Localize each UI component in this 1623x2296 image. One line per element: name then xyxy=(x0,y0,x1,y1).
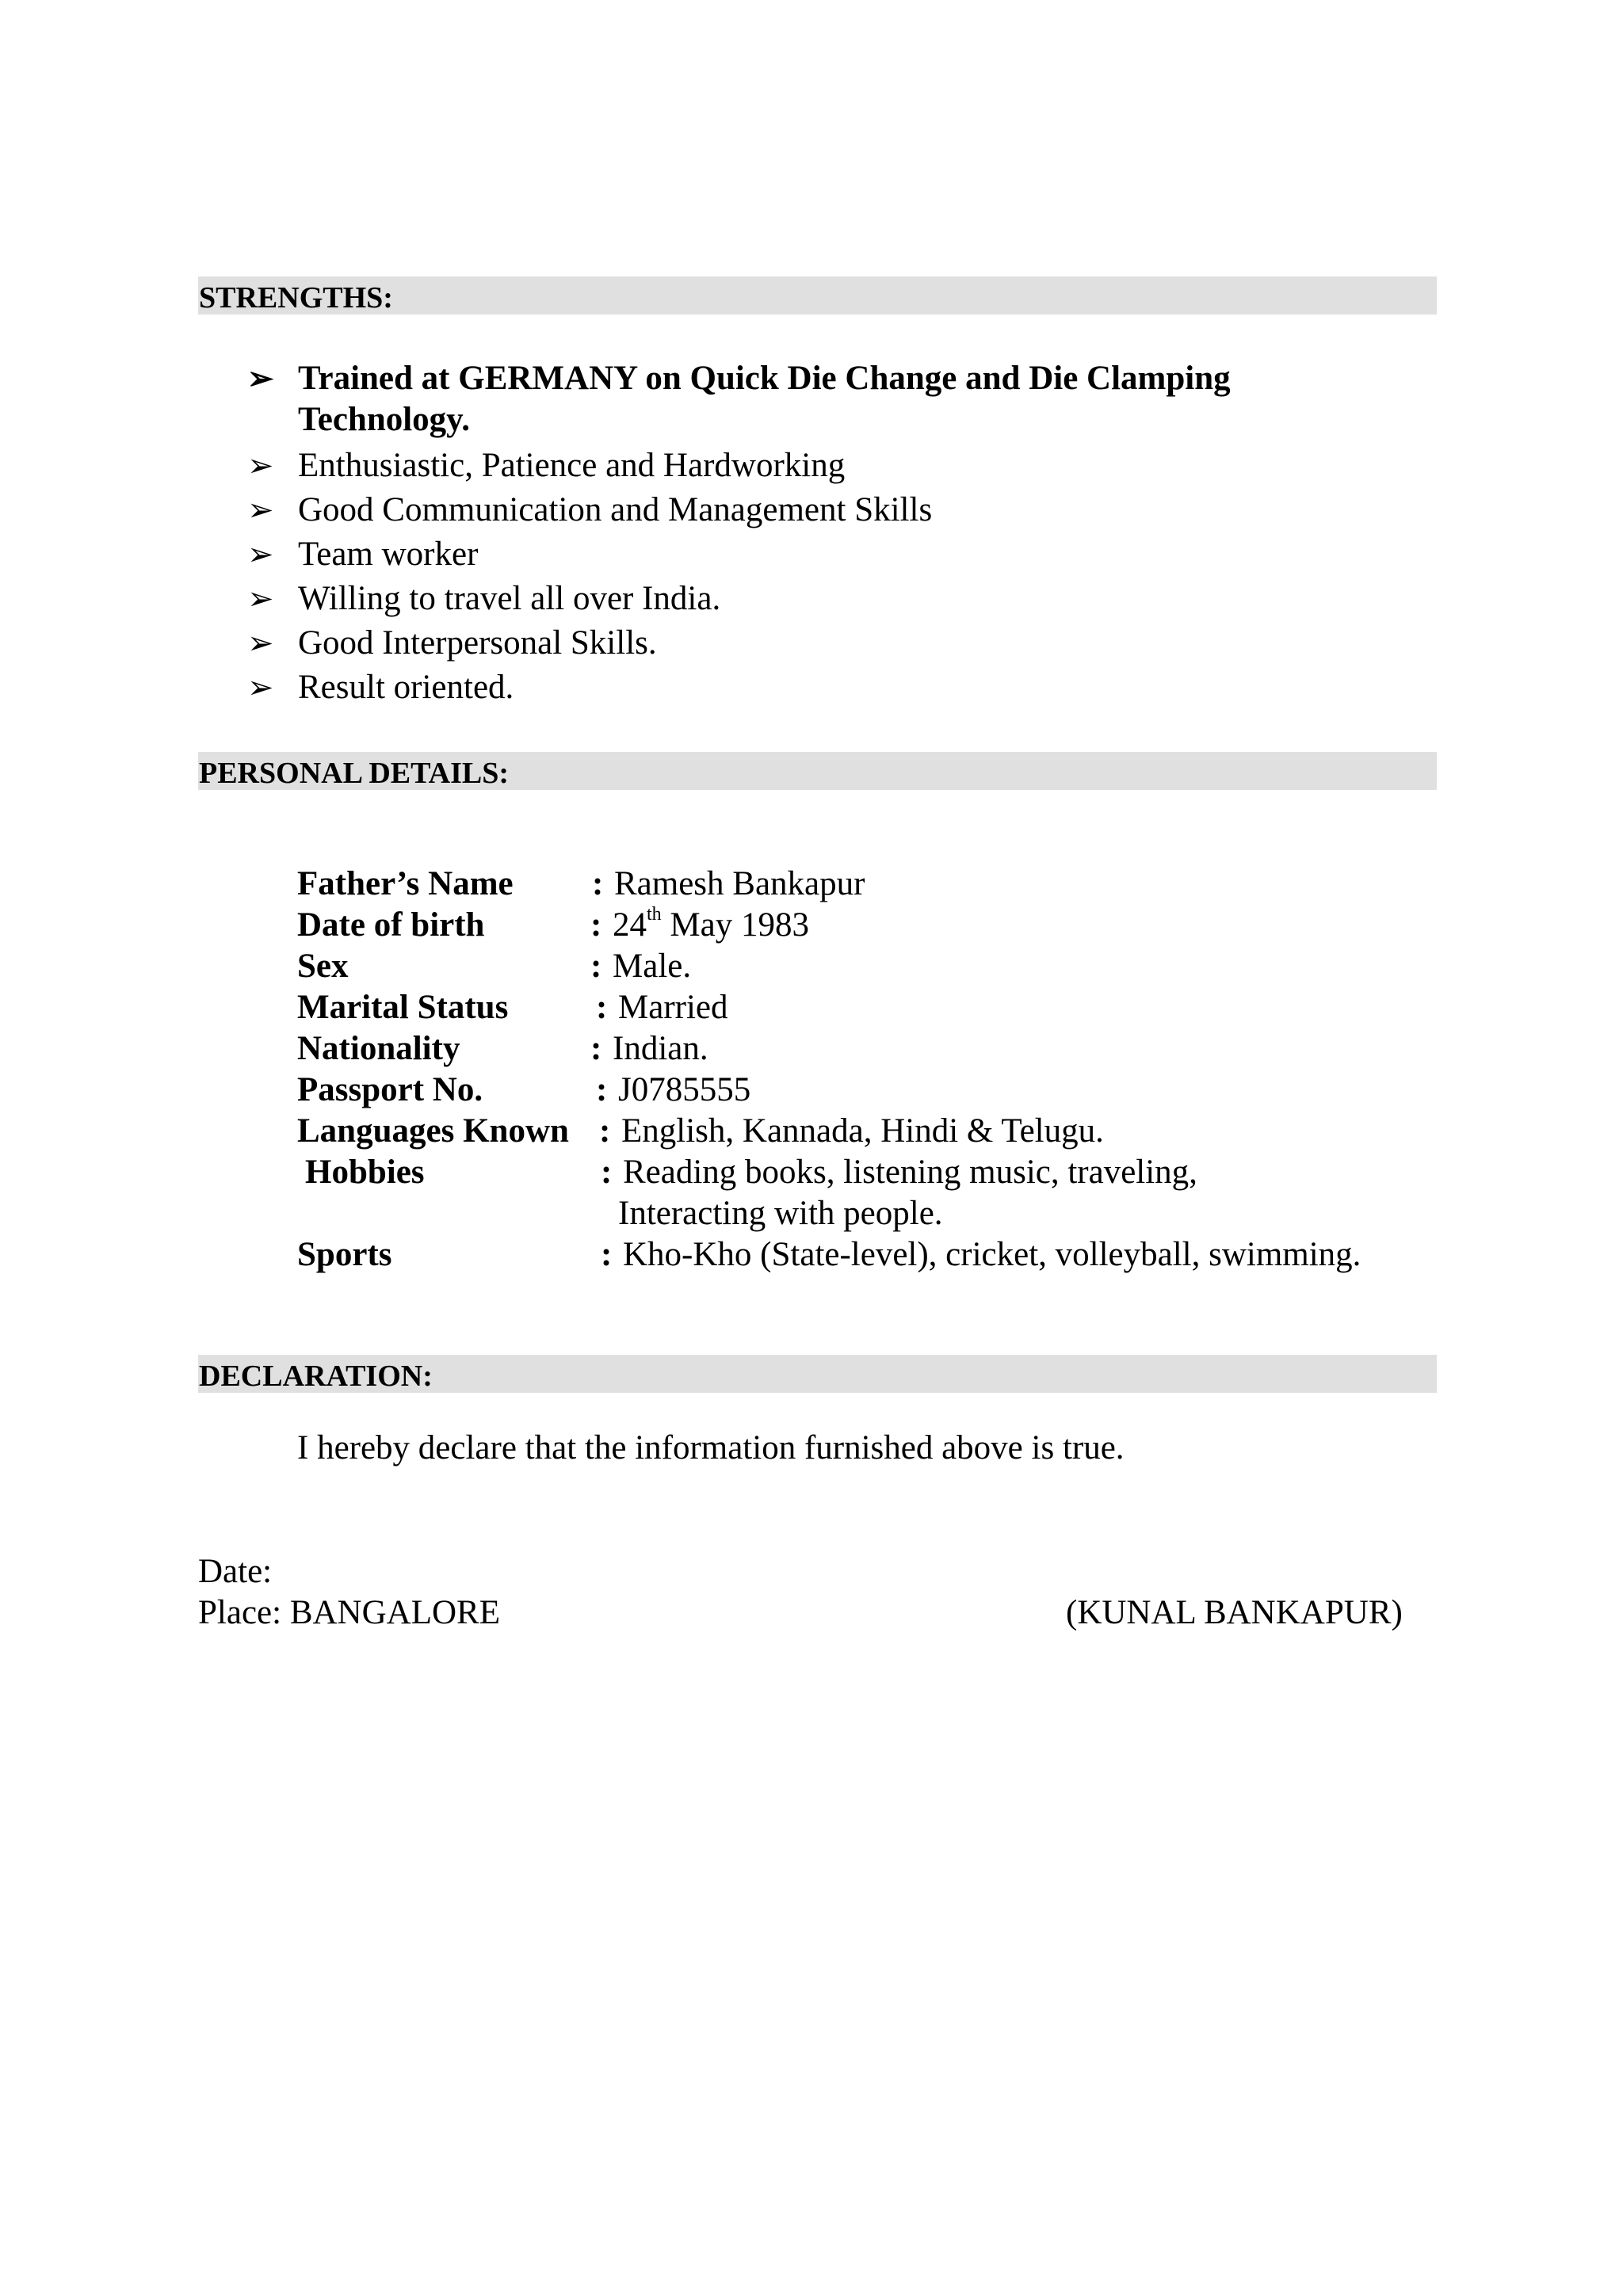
arrow-bullet-icon: ➢ xyxy=(247,669,274,705)
arrow-bullet-icon: ➢ xyxy=(247,448,274,483)
place-line xyxy=(198,1592,500,1634)
strength-text: Willing to travel all over India. xyxy=(298,580,721,617)
list-item xyxy=(247,358,1357,441)
detail-colon: : xyxy=(596,1071,608,1108)
detail-label: Marital Status xyxy=(297,989,509,1026)
place-value: BANGALORE xyxy=(289,1594,500,1631)
detail-value: Indian. xyxy=(613,1030,708,1067)
declaration-text: I hereby declare that the information furnished above is true. xyxy=(297,1429,1125,1466)
detail-value: Ramesh Bankapur xyxy=(614,865,865,902)
detail-value: Married xyxy=(618,989,728,1026)
strength-text: Team worker xyxy=(298,536,479,573)
detail-label: Passport No. xyxy=(297,1071,483,1108)
strength-text: Trained at GERMANY on Quick Die Change and Die Clamping Technology. xyxy=(298,360,1231,438)
list-item xyxy=(247,577,1357,621)
arrow-bullet-icon: ➢ xyxy=(247,536,274,572)
detail-value: Reading books, listening music, traveling, xyxy=(623,1154,1197,1191)
strengths-heading: STRENGTHS: xyxy=(198,277,1437,315)
detail-colon: : xyxy=(601,1154,613,1191)
strengths-list xyxy=(247,358,1357,710)
arrow-bullet-icon: ➢ xyxy=(247,492,274,528)
strength-text: Result oriented. xyxy=(298,669,514,706)
detail-value xyxy=(613,905,809,946)
arrow-bullet-icon: ➢ xyxy=(247,581,274,616)
list-item xyxy=(247,444,1357,488)
detail-value: Male. xyxy=(613,948,692,985)
detail-colon: : xyxy=(601,1236,613,1273)
dob-rest: May 1983 xyxy=(661,906,809,944)
detail-colon: : xyxy=(596,989,608,1026)
list-item xyxy=(247,532,1357,577)
dob-suffix: th xyxy=(647,904,662,925)
list-item xyxy=(247,621,1357,666)
detail-label: Languages Known xyxy=(297,1112,569,1150)
personal-details-heading: PERSONAL DETAILS: xyxy=(198,752,1437,790)
detail-label: Father’s Name xyxy=(297,865,514,902)
dob-day: 24 xyxy=(613,906,647,944)
detail-value: Kho-Kho (State-level), cricket, volleyball, swimming. xyxy=(623,1236,1361,1273)
detail-colon: : xyxy=(590,948,602,985)
date-label: Date: xyxy=(198,1553,273,1590)
declaration-heading: DECLARATION: xyxy=(198,1355,1437,1393)
arrow-bullet-icon: ➢ xyxy=(247,625,274,661)
detail-label: Sports xyxy=(297,1236,392,1273)
detail-colon: : xyxy=(590,1030,602,1067)
place-label: Place: xyxy=(198,1594,282,1631)
list-item xyxy=(247,488,1357,532)
detail-label: Hobbies xyxy=(305,1154,425,1191)
detail-label: Date of birth xyxy=(297,906,485,944)
detail-colon: : xyxy=(592,865,604,902)
detail-value: Interacting with people. xyxy=(618,1195,943,1232)
strength-text: Good Interpersonal Skills. xyxy=(298,624,657,662)
detail-label: Nationality xyxy=(297,1030,460,1067)
detail-colon: : xyxy=(599,1112,611,1150)
signature-name: (KUNAL BANKAPUR) xyxy=(1066,1594,1403,1631)
strength-text: Enthusiastic, Patience and Hardworking xyxy=(298,447,846,484)
list-item xyxy=(247,666,1357,710)
detail-value: J0785555 xyxy=(618,1071,751,1108)
detail-value: English, Kannada, Hindi & Telugu. xyxy=(621,1112,1104,1150)
detail-label: Sex xyxy=(297,948,349,985)
arrow-bullet-icon: ➢ xyxy=(247,360,274,396)
detail-colon: : xyxy=(590,906,602,944)
strength-text: Good Communication and Management Skills xyxy=(298,491,933,528)
